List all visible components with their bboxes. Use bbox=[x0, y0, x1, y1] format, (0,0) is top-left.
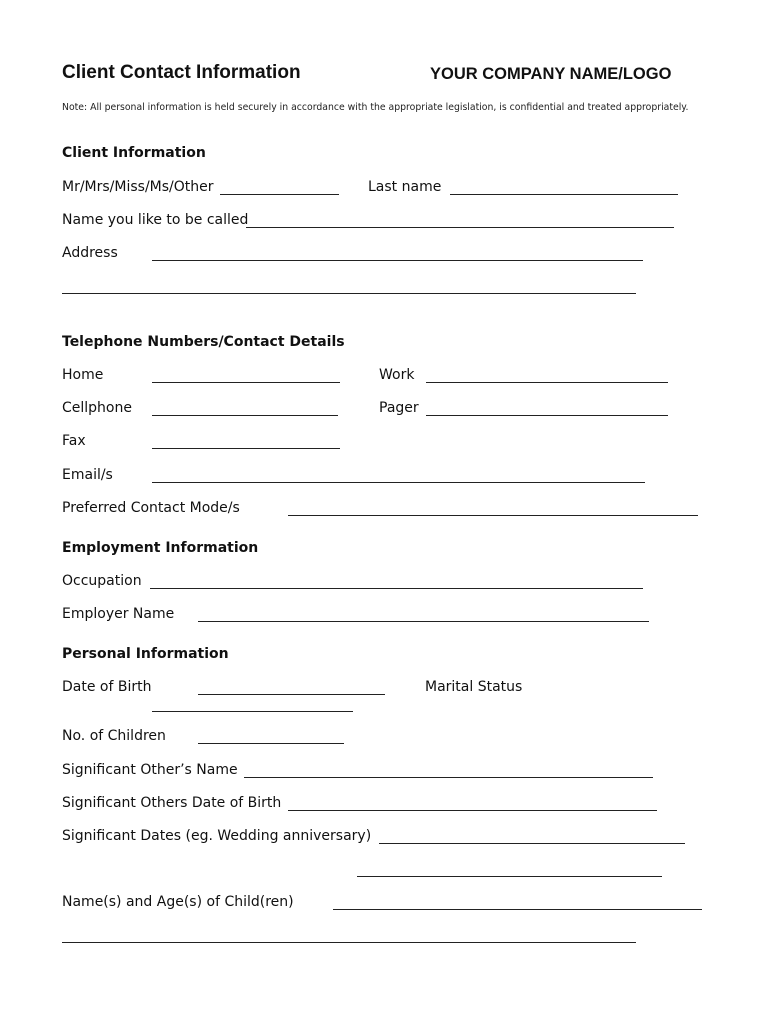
date-of-birth-field[interactable] bbox=[198, 694, 385, 695]
children-names-field-line-1[interactable] bbox=[333, 909, 702, 910]
cellphone-label: Cellphone bbox=[62, 400, 132, 416]
last-name-field[interactable] bbox=[450, 194, 678, 195]
work-phone-field[interactable] bbox=[426, 382, 668, 383]
last-name-label: Last name bbox=[368, 179, 442, 195]
significant-dates-label: Significant Dates (eg. Wedding anniversary) bbox=[62, 828, 372, 844]
significant-other-name-field[interactable] bbox=[244, 777, 653, 778]
children-count-field[interactable] bbox=[198, 743, 344, 744]
preferred-contact-field[interactable] bbox=[288, 515, 698, 516]
section-client-information: Client Information bbox=[62, 145, 206, 161]
occupation-field[interactable] bbox=[150, 588, 643, 589]
work-phone-label: Work bbox=[379, 367, 415, 383]
page-title: Client Contact Information bbox=[62, 62, 301, 83]
children-names-label: Name(s) and Age(s) of Child(ren) bbox=[62, 894, 294, 910]
section-personal-information: Personal Information bbox=[62, 646, 229, 662]
email-label: Email/s bbox=[62, 467, 113, 483]
salutation-label: Mr/Mrs/Miss/Ms/Other bbox=[62, 179, 214, 195]
children-names-field-line-2[interactable] bbox=[62, 942, 636, 943]
pager-field[interactable] bbox=[426, 415, 668, 416]
company-logo-placeholder: YOUR COMPANY NAME/LOGO bbox=[430, 65, 672, 83]
occupation-label: Occupation bbox=[62, 573, 142, 589]
address-label: Address bbox=[62, 245, 118, 261]
employer-name-label: Employer Name bbox=[62, 606, 175, 622]
marital-status-label: Marital Status bbox=[425, 679, 523, 695]
fax-field[interactable] bbox=[152, 448, 340, 449]
significant-other-dob-label: Significant Others Date of Birth bbox=[62, 795, 282, 811]
cellphone-field[interactable] bbox=[152, 415, 338, 416]
privacy-note: Note: All personal information is held securely in accordance with the appropriate legislation, is confidential and treated appropriately. bbox=[62, 102, 689, 113]
home-phone-field[interactable] bbox=[152, 382, 340, 383]
section-employment-information: Employment Information bbox=[62, 540, 259, 556]
pager-label: Pager bbox=[379, 400, 419, 416]
salutation-field[interactable] bbox=[220, 194, 339, 195]
email-field[interactable] bbox=[152, 482, 645, 483]
significant-dates-field-line-2[interactable] bbox=[357, 876, 662, 877]
date-of-birth-label: Date of Birth bbox=[62, 679, 152, 695]
address-field-line-1[interactable] bbox=[152, 260, 643, 261]
employer-name-field[interactable] bbox=[198, 621, 649, 622]
significant-other-dob-field[interactable] bbox=[288, 810, 657, 811]
significant-dates-field-line-1[interactable] bbox=[379, 843, 685, 844]
address-field-line-2[interactable] bbox=[62, 293, 636, 294]
marital-status-field[interactable] bbox=[152, 711, 353, 712]
preferred-contact-label: Preferred Contact Mode/s bbox=[62, 500, 240, 516]
significant-other-name-label: Significant Other’s Name bbox=[62, 762, 238, 778]
section-contact-details: Telephone Numbers/Contact Details bbox=[62, 334, 345, 350]
fax-label: Fax bbox=[62, 433, 86, 449]
preferred-name-field[interactable] bbox=[246, 227, 674, 228]
home-phone-label: Home bbox=[62, 367, 104, 383]
children-count-label: No. of Children bbox=[62, 728, 166, 744]
preferred-name-label: Name you like to be called bbox=[62, 212, 249, 228]
